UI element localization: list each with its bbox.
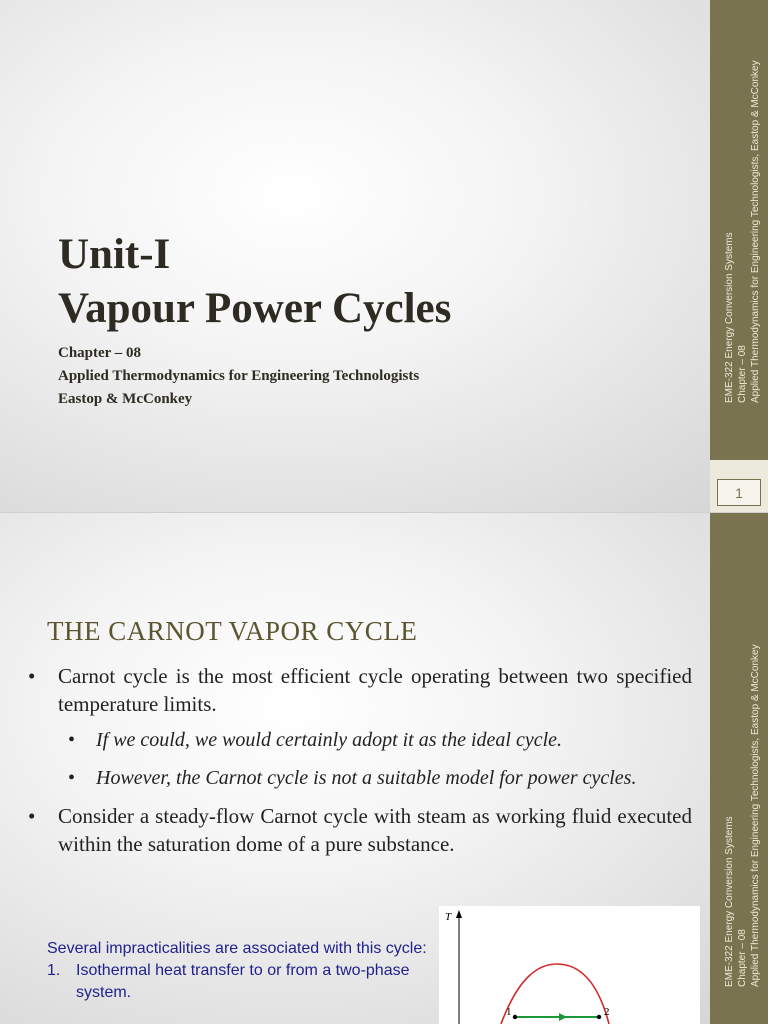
title-block [58,228,451,411]
page-number: 1 [717,479,761,506]
note-intro: Several impracticalities are associated with this cycle: [47,940,427,957]
sidebar [710,0,768,512]
book-title: Applied Thermodynamics for Engineering Technologists [58,368,420,384]
sidebar-chapter: Chapter – 08 [737,345,748,403]
process-arrow [559,1013,567,1021]
saturation-dome [501,964,609,1024]
authors: Eastop & McConkey [58,391,193,407]
sub-bullet-not-suitable: • However, the Carnot cycle is not a suitable model for power cycles. [28,764,692,792]
state-point-1 [513,1015,517,1019]
unit-title: Unit-I [58,231,171,278]
t-axis-arrow [456,910,462,918]
impracticalities-note [47,938,427,1004]
slide-1 [0,0,768,512]
page-number-band [710,460,768,512]
t-axis-label: T [445,911,452,923]
sidebar-course: EME-322 Energy Conversion Systems [724,232,735,403]
note-item-1 [47,960,427,1004]
bullet-list [28,662,692,866]
bullet-steady-flow: • Consider a steady-flow Carnot cycle with steam as working fluid executed within the saturation dome of a pure substance. [28,802,768,858]
bullet-carnot-efficiency: • Carnot cycle is the most efficient cycle operating between two specified temperature limits. [28,662,692,718]
sidebar-book: Applied Thermodynamics for Engineering Technologists, Eastop & McConkey [750,60,761,403]
sidebar-2 [710,513,768,1024]
slide-title: Vapour Power Cycles [58,285,452,332]
sidebar-book-2: Applied Thermodynamics for Engineering Technologists, Eastop & McConkey [750,644,761,987]
state-label-2: 2 [604,1006,610,1018]
ts-diagram [439,906,700,1024]
state-point-2 [597,1015,601,1019]
carnot-title: THE CARNOT VAPOR CYCLE [47,616,418,646]
state-label-1: 1 [506,1006,512,1018]
chapter-label: Chapter – 08 [58,345,142,361]
sub-bullet-ideal-cycle: • If we could, we would certainly adopt it as the ideal cycle. [28,726,692,754]
sidebar-course-2: EME-322 Energy Conversion Systems [724,816,735,987]
note-item-text: Isothermal heat transfer to or from a two-phase system. [76,962,410,1001]
ts-diagram-svg [439,906,700,1024]
note-item-number: 1. [47,962,61,979]
sidebar-chapter-2: Chapter – 08 [737,929,748,987]
